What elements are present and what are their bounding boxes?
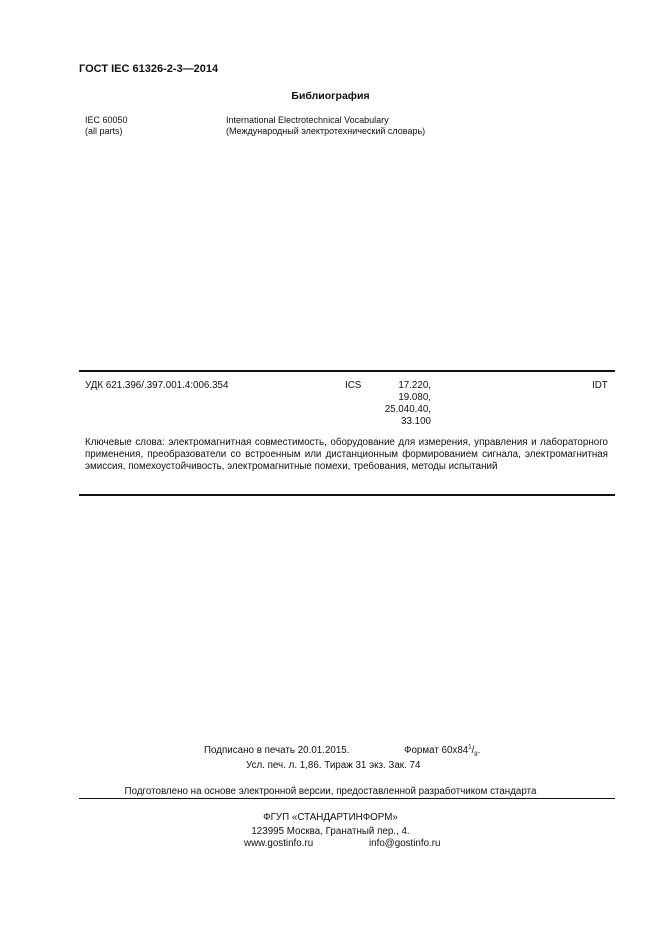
imprint-divider xyxy=(79,798,615,799)
idt-label: IDT xyxy=(592,380,608,391)
reference-code: IEC 60050 xyxy=(85,115,128,125)
ics-code: 25.040.40, xyxy=(384,404,431,415)
reference-title: International Electrotechnical Vocabulary xyxy=(226,115,389,125)
paper-format: Формат $60x84^1/_8$. xyxy=(404,744,481,758)
format-label: Формат 60x84 xyxy=(404,745,469,756)
signed-date: Подписано в печать 20.01.2015. xyxy=(204,745,350,756)
document-id: ГОСТ IEC 61326-2-3—2014 xyxy=(79,63,219,75)
bibliography-entry-code xyxy=(85,115,128,137)
bottom-divider xyxy=(79,494,615,496)
ics-label: ICS xyxy=(345,380,362,391)
email-link[interactable]: info@gostinfo.ru xyxy=(369,838,441,849)
bibliography-entry-title xyxy=(226,115,425,137)
format-numerator: 1 xyxy=(468,744,472,751)
ics-code: 19.080, xyxy=(398,392,431,403)
keywords-paragraph: Ключевые слова: электромагнитная совместимость, оборудование для измерения, управления и лабораторного применения, преобразователи со встроенным или дистанционным формированием сигнала, электромагнитная эмиссия, помехоустойчивость, электромагнитные помехи, требования, методы испытаний xyxy=(85,437,608,472)
publisher-name: ФГУП «СТАНДАРТИНФОРМ» xyxy=(263,812,398,823)
reference-code-note: (all parts) xyxy=(85,126,123,136)
publisher-address: 123995 Москва, Гранатный пер., 4. xyxy=(251,826,410,837)
ics-code: 17.220, xyxy=(398,380,431,391)
prepared-note: Подготовлено на основе электронной версии, предоставленной разработчиком стандарта xyxy=(124,786,537,797)
format-end: . xyxy=(477,745,481,756)
ics-code: 33.100 xyxy=(401,416,431,427)
format-denominator: 8 xyxy=(474,751,478,758)
print-info: Усл. печ. л. 1,86. Тираж 31 экз. Зак. 74 xyxy=(246,760,421,771)
reference-title-ru: (Международный электротехнический словарь) xyxy=(226,126,426,136)
ics-codes xyxy=(351,380,431,428)
bibliography-title: Библиография xyxy=(291,90,370,102)
udk-code: УДК 621.396/.397.001.4:006.354 xyxy=(85,380,229,391)
website-link[interactable]: www.gostinfo.ru xyxy=(244,838,314,849)
top-divider xyxy=(79,370,615,372)
